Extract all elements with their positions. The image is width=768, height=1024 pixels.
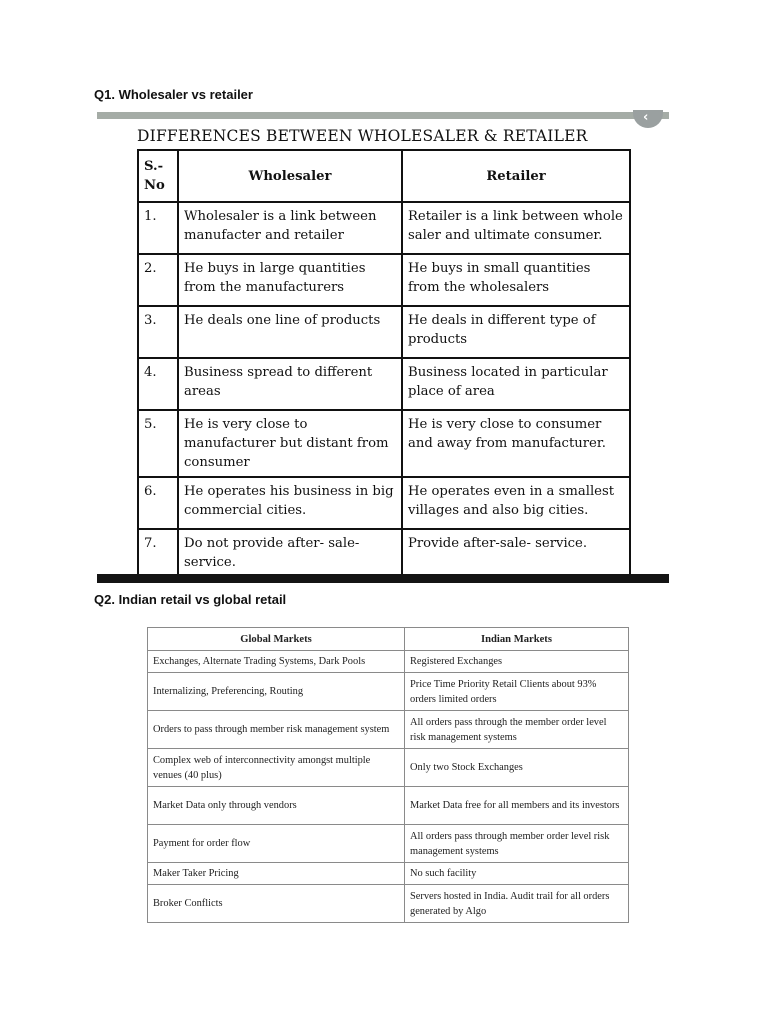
retailer-cell: He is very close to consumer and away from manufacturer.: [402, 410, 630, 477]
retailer-cell: Business located in particular place of area: [402, 358, 630, 410]
global-cell: Orders to pass through member risk management system: [148, 711, 405, 749]
retailer-cell: He buys in small quantities from the wholesalers: [402, 254, 630, 306]
q1-heading: Q1. Wholesaler vs retailer: [94, 87, 253, 102]
retailer-cell: Retailer is a link between whole saler and ultimate consumer.: [402, 202, 630, 254]
indian-cell: Only two Stock Exchanges: [405, 749, 629, 787]
global-indian-markets-table: [147, 627, 629, 923]
indian-cell: Price Time Priority Retail Clients about 93% orders limited orders: [405, 673, 629, 711]
column-header-global: Global Markets: [148, 628, 405, 651]
retailer-cell: He deals in different type of products: [402, 306, 630, 358]
wholesaler-cell: He buys in large quantities from the manufacturers: [178, 254, 402, 306]
table-row: [148, 673, 629, 711]
wholesaler-cell: He operates his business in big commercial cities.: [178, 477, 402, 529]
table-row: [148, 651, 629, 673]
indian-cell: All orders pass through member order level risk management systems: [405, 825, 629, 863]
row-number: 2.: [138, 254, 178, 306]
global-cell: Maker Taker Pricing: [148, 863, 405, 885]
column-header-indian: Indian Markets: [405, 628, 629, 651]
table-row: [138, 202, 630, 254]
indian-cell: Servers hosted in India. Audit trail for all orders generated by Algo: [405, 885, 629, 923]
wholesaler-cell: Do not provide after- sale- service.: [178, 529, 402, 581]
table-row: [148, 825, 629, 863]
table-row: [148, 885, 629, 923]
wholesaler-retailer-image: [97, 112, 669, 582]
table-row: [138, 306, 630, 358]
image-top-border: [97, 112, 669, 119]
global-cell: Payment for order flow: [148, 825, 405, 863]
column-header-retailer: Retailer: [402, 150, 630, 202]
global-cell: Market Data only through vendors: [148, 787, 405, 825]
wholesaler-retailer-table: [137, 149, 631, 582]
chevron-left-icon: ‹: [643, 110, 649, 125]
row-number: 6.: [138, 477, 178, 529]
retailer-cell: Provide after-sale- service.: [402, 529, 630, 581]
table-row: [148, 787, 629, 825]
global-cell: Internalizing, Preferencing, Routing: [148, 673, 405, 711]
row-number: 5.: [138, 410, 178, 477]
column-header-wholesaler: Wholesaler: [178, 150, 402, 202]
image-badge[interactable]: [633, 110, 663, 128]
image-bottom-border: [97, 574, 669, 583]
indian-cell: All orders pass through the member order level risk management systems: [405, 711, 629, 749]
indian-cell: No such facility: [405, 863, 629, 885]
column-header-sno: S.- No: [138, 150, 178, 202]
indian-cell: Registered Exchanges: [405, 651, 629, 673]
row-number: 1.: [138, 202, 178, 254]
global-cell: Exchanges, Alternate Trading Systems, Dark Pools: [148, 651, 405, 673]
table-header-row: [148, 628, 629, 651]
scan-title: DIFFERENCES BETWEEN WHOLESALER & RETAILER: [137, 127, 588, 145]
table-row: [138, 477, 630, 529]
retailer-cell: He operates even in a smallest villages and also big cities.: [402, 477, 630, 529]
table-header-row: [138, 150, 630, 202]
table-row: [138, 254, 630, 306]
indian-cell: Market Data free for all members and its investors: [405, 787, 629, 825]
table-row: [148, 749, 629, 787]
table-row: [148, 863, 629, 885]
wholesaler-cell: He deals one line of products: [178, 306, 402, 358]
wholesaler-cell: Business spread to different areas: [178, 358, 402, 410]
q2-heading: Q2. Indian retail vs global retail: [94, 592, 287, 607]
table-row: [138, 410, 630, 477]
wholesaler-cell: He is very close to manufacturer but distant from consumer: [178, 410, 402, 477]
wholesaler-cell: Wholesaler is a link between manufacter and retailer: [178, 202, 402, 254]
table-row: [148, 711, 629, 749]
row-number: 4.: [138, 358, 178, 410]
global-cell: Complex web of interconnectivity amongst multiple venues (40 plus): [148, 749, 405, 787]
row-number: 7.: [138, 529, 178, 581]
table-row: [138, 358, 630, 410]
row-number: 3.: [138, 306, 178, 358]
global-cell: Broker Conflicts: [148, 885, 405, 923]
